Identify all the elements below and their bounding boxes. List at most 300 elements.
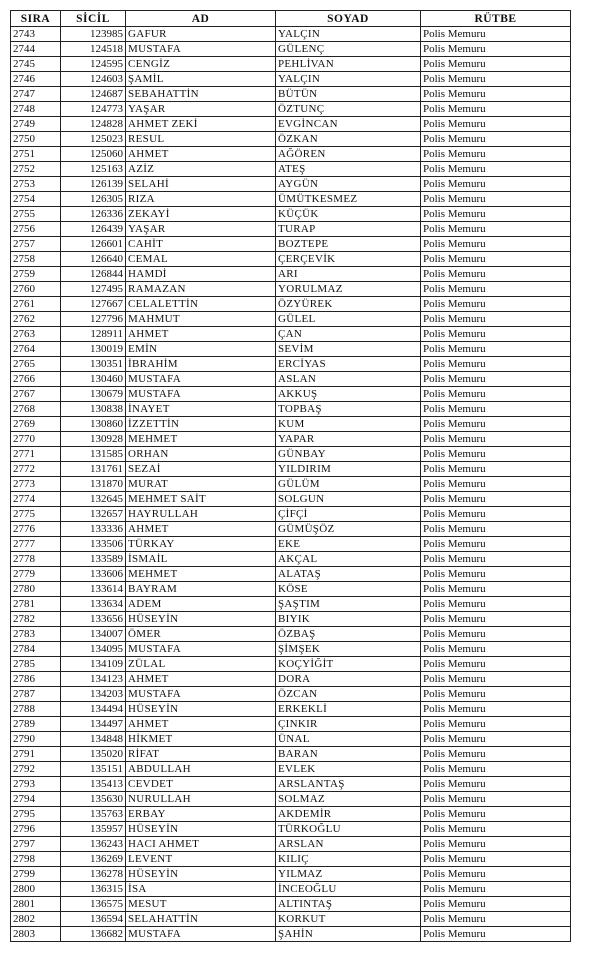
cell-rutbe: Polis Memuru (421, 597, 571, 612)
cell-sira: 2785 (11, 657, 61, 672)
cell-soyad: ARSLANTAŞ (276, 777, 421, 792)
cell-sicil: 131870 (61, 477, 126, 492)
cell-sicil: 125060 (61, 147, 126, 162)
cell-ad: ORHAN (126, 447, 276, 462)
cell-soyad: AYGÜN (276, 177, 421, 192)
cell-sira: 2748 (11, 102, 61, 117)
cell-sicil: 134109 (61, 657, 126, 672)
cell-soyad: ERCİYAS (276, 357, 421, 372)
cell-ad: RIZA (126, 192, 276, 207)
cell-sicil: 126844 (61, 267, 126, 282)
cell-sicil: 130019 (61, 342, 126, 357)
table-row (11, 267, 571, 282)
cell-rutbe: Polis Memuru (421, 207, 571, 222)
cell-soyad: ÇAN (276, 327, 421, 342)
cell-rutbe: Polis Memuru (421, 507, 571, 522)
cell-sira: 2749 (11, 117, 61, 132)
cell-sicil: 135151 (61, 762, 126, 777)
cell-rutbe: Polis Memuru (421, 912, 571, 927)
cell-sira: 2761 (11, 297, 61, 312)
cell-sicil: 126640 (61, 252, 126, 267)
cell-rutbe: Polis Memuru (421, 27, 571, 42)
cell-rutbe: Polis Memuru (421, 117, 571, 132)
cell-rutbe: Polis Memuru (421, 897, 571, 912)
cell-ad: MUSTAFA (126, 42, 276, 57)
cell-rutbe: Polis Memuru (421, 492, 571, 507)
table-row (11, 792, 571, 807)
cell-sicil: 136278 (61, 867, 126, 882)
header-rutbe: RÜTBE (421, 11, 571, 27)
cell-soyad: ÜMÜTKESMEZ (276, 192, 421, 207)
cell-soyad: ÇINKIR (276, 717, 421, 732)
cell-ad: SELAHİ (126, 177, 276, 192)
cell-sicil: 126336 (61, 207, 126, 222)
table-row (11, 402, 571, 417)
cell-ad: SELAHATTİN (126, 912, 276, 927)
table-row (11, 597, 571, 612)
cell-ad: İSA (126, 882, 276, 897)
cell-ad: MUSTAFA (126, 387, 276, 402)
cell-ad: HÜSEYİN (126, 612, 276, 627)
cell-ad: AHMET (126, 717, 276, 732)
cell-sira: 2801 (11, 897, 61, 912)
cell-sicil: 130928 (61, 432, 126, 447)
cell-ad: AZİZ (126, 162, 276, 177)
cell-sira: 2743 (11, 27, 61, 42)
cell-rutbe: Polis Memuru (421, 147, 571, 162)
cell-rutbe: Polis Memuru (421, 552, 571, 567)
table-row (11, 702, 571, 717)
table-row (11, 867, 571, 882)
cell-rutbe: Polis Memuru (421, 882, 571, 897)
table-row (11, 72, 571, 87)
cell-ad: CEMAL (126, 252, 276, 267)
cell-soyad: TURAP (276, 222, 421, 237)
cell-sicil: 127667 (61, 297, 126, 312)
cell-ad: MUSTAFA (126, 642, 276, 657)
cell-ad: RESUL (126, 132, 276, 147)
cell-sicil: 133336 (61, 522, 126, 537)
cell-sira: 2756 (11, 222, 61, 237)
cell-sicil: 134203 (61, 687, 126, 702)
cell-sira: 2788 (11, 702, 61, 717)
cell-rutbe: Polis Memuru (421, 432, 571, 447)
table-row (11, 312, 571, 327)
table-row (11, 567, 571, 582)
table-row (11, 132, 571, 147)
cell-rutbe: Polis Memuru (421, 462, 571, 477)
table-row (11, 732, 571, 747)
cell-ad: CELALETTİN (126, 297, 276, 312)
cell-sicil: 135020 (61, 747, 126, 762)
cell-sira: 2757 (11, 237, 61, 252)
cell-sira: 2783 (11, 627, 61, 642)
cell-rutbe: Polis Memuru (421, 222, 571, 237)
cell-sicil: 135413 (61, 777, 126, 792)
cell-sira: 2755 (11, 207, 61, 222)
cell-sicil: 134095 (61, 642, 126, 657)
cell-sira: 2745 (11, 57, 61, 72)
cell-ad: AHMET ZEKİ (126, 117, 276, 132)
table-row (11, 342, 571, 357)
cell-ad: ABDULLAH (126, 762, 276, 777)
cell-ad: CAHİT (126, 237, 276, 252)
cell-soyad: ÖZYÜREK (276, 297, 421, 312)
cell-rutbe: Polis Memuru (421, 807, 571, 822)
cell-ad: HİKMET (126, 732, 276, 747)
cell-sira: 2779 (11, 567, 61, 582)
cell-rutbe: Polis Memuru (421, 327, 571, 342)
cell-sira: 2759 (11, 267, 61, 282)
cell-sicil: 127495 (61, 282, 126, 297)
cell-rutbe: Polis Memuru (421, 672, 571, 687)
cell-sira: 2772 (11, 462, 61, 477)
cell-sira: 2778 (11, 552, 61, 567)
cell-ad: MUSTAFA (126, 927, 276, 942)
cell-sira: 2767 (11, 387, 61, 402)
cell-sira: 2770 (11, 432, 61, 447)
cell-sicil: 125163 (61, 162, 126, 177)
cell-ad: MEHMET (126, 432, 276, 447)
cell-sira: 2782 (11, 612, 61, 627)
cell-soyad: GÜLENÇ (276, 42, 421, 57)
cell-soyad: ARI (276, 267, 421, 282)
cell-rutbe: Polis Memuru (421, 357, 571, 372)
cell-soyad: AĞÖREN (276, 147, 421, 162)
cell-ad: ÖMER (126, 627, 276, 642)
cell-sicil: 130460 (61, 372, 126, 387)
cell-rutbe: Polis Memuru (421, 522, 571, 537)
cell-sicil: 133589 (61, 552, 126, 567)
personnel-table (10, 10, 571, 942)
cell-rutbe: Polis Memuru (421, 612, 571, 627)
cell-soyad: TOPBAŞ (276, 402, 421, 417)
cell-sira: 2793 (11, 777, 61, 792)
table-row (11, 552, 571, 567)
table-row (11, 462, 571, 477)
table-row (11, 822, 571, 837)
cell-rutbe: Polis Memuru (421, 282, 571, 297)
cell-sira: 2765 (11, 357, 61, 372)
cell-sicil: 126439 (61, 222, 126, 237)
table-row (11, 42, 571, 57)
cell-sicil: 133614 (61, 582, 126, 597)
cell-ad: ZEKAYİ (126, 207, 276, 222)
cell-sira: 2744 (11, 42, 61, 57)
cell-ad: HACI AHMET (126, 837, 276, 852)
cell-rutbe: Polis Memuru (421, 537, 571, 552)
cell-soyad: KÜÇÜK (276, 207, 421, 222)
cell-soyad: AKKUŞ (276, 387, 421, 402)
table-body (11, 27, 571, 942)
cell-sira: 2776 (11, 522, 61, 537)
table-row (11, 57, 571, 72)
cell-rutbe: Polis Memuru (421, 627, 571, 642)
cell-sicil: 124603 (61, 72, 126, 87)
table-row (11, 87, 571, 102)
table-row (11, 672, 571, 687)
cell-sira: 2758 (11, 252, 61, 267)
cell-sira: 2790 (11, 732, 61, 747)
table-row (11, 687, 571, 702)
cell-ad: CEVDET (126, 777, 276, 792)
cell-soyad: YALÇIN (276, 27, 421, 42)
cell-ad: BAYRAM (126, 582, 276, 597)
cell-ad: HÜSEYİN (126, 867, 276, 882)
table-row (11, 192, 571, 207)
cell-sira: 2752 (11, 162, 61, 177)
cell-sira: 2787 (11, 687, 61, 702)
cell-sicil: 134123 (61, 672, 126, 687)
cell-rutbe: Polis Memuru (421, 312, 571, 327)
cell-sicil: 123985 (61, 27, 126, 42)
table-row (11, 627, 571, 642)
cell-sicil: 133506 (61, 537, 126, 552)
cell-sicil: 136315 (61, 882, 126, 897)
cell-sira: 2750 (11, 132, 61, 147)
cell-sicil: 126139 (61, 177, 126, 192)
cell-rutbe: Polis Memuru (421, 57, 571, 72)
cell-soyad: KOÇYİĞİT (276, 657, 421, 672)
table-row (11, 102, 571, 117)
table-row (11, 297, 571, 312)
cell-rutbe: Polis Memuru (421, 702, 571, 717)
cell-sira: 2796 (11, 822, 61, 837)
cell-sira: 2753 (11, 177, 61, 192)
table-row (11, 747, 571, 762)
cell-rutbe: Polis Memuru (421, 732, 571, 747)
cell-ad: YAŞAR (126, 222, 276, 237)
table-row (11, 177, 571, 192)
cell-ad: GAFUR (126, 27, 276, 42)
cell-sira: 2786 (11, 672, 61, 687)
table-row (11, 717, 571, 732)
cell-soyad: SEVİM (276, 342, 421, 357)
cell-sira: 2751 (11, 147, 61, 162)
cell-ad: MEHMET SAİT (126, 492, 276, 507)
cell-soyad: KUM (276, 417, 421, 432)
table-row (11, 912, 571, 927)
cell-rutbe: Polis Memuru (421, 237, 571, 252)
table-row (11, 492, 571, 507)
cell-soyad: YILMAZ (276, 867, 421, 882)
cell-sira: 2760 (11, 282, 61, 297)
cell-sicil: 134007 (61, 627, 126, 642)
cell-soyad: EVLEK (276, 762, 421, 777)
cell-ad: YAŞAR (126, 102, 276, 117)
table-row (11, 507, 571, 522)
cell-ad: MUSTAFA (126, 372, 276, 387)
cell-soyad: ASLAN (276, 372, 421, 387)
cell-soyad: ŞAHİN (276, 927, 421, 942)
cell-soyad: ARSLAN (276, 837, 421, 852)
table-row (11, 432, 571, 447)
table-row (11, 537, 571, 552)
table-row (11, 522, 571, 537)
cell-ad: MESUT (126, 897, 276, 912)
cell-ad: HAYRULLAH (126, 507, 276, 522)
cell-soyad: KILIÇ (276, 852, 421, 867)
cell-ad: AHMET (126, 672, 276, 687)
cell-rutbe: Polis Memuru (421, 417, 571, 432)
cell-sicil: 132645 (61, 492, 126, 507)
cell-sira: 2789 (11, 717, 61, 732)
cell-soyad: PEHLİVAN (276, 57, 421, 72)
cell-sicil: 125023 (61, 132, 126, 147)
cell-rutbe: Polis Memuru (421, 822, 571, 837)
cell-sicil: 136594 (61, 912, 126, 927)
cell-ad: HAMDİ (126, 267, 276, 282)
header-sira: SIRA (11, 11, 61, 27)
cell-sicil: 130838 (61, 402, 126, 417)
cell-sicil: 124595 (61, 57, 126, 72)
cell-sicil: 124773 (61, 102, 126, 117)
cell-ad: ADEM (126, 597, 276, 612)
cell-ad: İZZETTİN (126, 417, 276, 432)
table-row (11, 162, 571, 177)
cell-sicil: 128911 (61, 327, 126, 342)
table-row (11, 252, 571, 267)
cell-soyad: ÇERÇEVİK (276, 252, 421, 267)
table-row (11, 477, 571, 492)
cell-rutbe: Polis Memuru (421, 387, 571, 402)
cell-sira: 2794 (11, 792, 61, 807)
cell-sira: 2754 (11, 192, 61, 207)
cell-sira: 2800 (11, 882, 61, 897)
table-row (11, 807, 571, 822)
cell-soyad: ÜNAL (276, 732, 421, 747)
cell-soyad: SOLGUN (276, 492, 421, 507)
cell-sicil: 133634 (61, 597, 126, 612)
cell-sicil: 131761 (61, 462, 126, 477)
cell-soyad: ÇİFÇİ (276, 507, 421, 522)
cell-sira: 2780 (11, 582, 61, 597)
cell-soyad: ÖZTUNÇ (276, 102, 421, 117)
cell-rutbe: Polis Memuru (421, 87, 571, 102)
cell-sicil: 124518 (61, 42, 126, 57)
cell-ad: ERBAY (126, 807, 276, 822)
cell-soyad: DORA (276, 672, 421, 687)
header-row (11, 11, 571, 27)
cell-ad: İSMAİL (126, 552, 276, 567)
cell-rutbe: Polis Memuru (421, 192, 571, 207)
cell-rutbe: Polis Memuru (421, 927, 571, 942)
cell-ad: SEZAİ (126, 462, 276, 477)
cell-soyad: KORKUT (276, 912, 421, 927)
table-row (11, 417, 571, 432)
cell-sira: 2747 (11, 87, 61, 102)
cell-soyad: TÜRKOĞLU (276, 822, 421, 837)
cell-sira: 2781 (11, 597, 61, 612)
table-row (11, 222, 571, 237)
cell-ad: LEVENT (126, 852, 276, 867)
cell-sicil: 130860 (61, 417, 126, 432)
cell-ad: MUSTAFA (126, 687, 276, 702)
table-row (11, 657, 571, 672)
cell-soyad: GÜNBAY (276, 447, 421, 462)
table-row (11, 852, 571, 867)
table-row (11, 927, 571, 942)
table-header (11, 11, 571, 27)
cell-soyad: İNCEOĞLU (276, 882, 421, 897)
cell-rutbe: Polis Memuru (421, 342, 571, 357)
cell-soyad: ÖZBAŞ (276, 627, 421, 642)
cell-sicil: 135630 (61, 792, 126, 807)
cell-sicil: 133606 (61, 567, 126, 582)
cell-rutbe: Polis Memuru (421, 852, 571, 867)
cell-sira: 2777 (11, 537, 61, 552)
cell-sira: 2774 (11, 492, 61, 507)
cell-ad: RİFAT (126, 747, 276, 762)
cell-ad: MURAT (126, 477, 276, 492)
cell-ad: TÜRKAY (126, 537, 276, 552)
cell-soyad: AKDEMİR (276, 807, 421, 822)
cell-soyad: GÜMÜŞÖZ (276, 522, 421, 537)
cell-soyad: EVGİNCAN (276, 117, 421, 132)
cell-ad: ŞAMİL (126, 72, 276, 87)
cell-soyad: YALÇIN (276, 72, 421, 87)
cell-rutbe: Polis Memuru (421, 177, 571, 192)
cell-sira: 2763 (11, 327, 61, 342)
cell-ad: İBRAHİM (126, 357, 276, 372)
cell-sicil: 136682 (61, 927, 126, 942)
cell-rutbe: Polis Memuru (421, 402, 571, 417)
cell-ad: ZÜLAL (126, 657, 276, 672)
cell-sira: 2784 (11, 642, 61, 657)
cell-ad: AHMET (126, 327, 276, 342)
cell-rutbe: Polis Memuru (421, 72, 571, 87)
cell-ad: SEBAHATTİN (126, 87, 276, 102)
cell-sira: 2802 (11, 912, 61, 927)
cell-rutbe: Polis Memuru (421, 747, 571, 762)
cell-ad: HÜSEYİN (126, 702, 276, 717)
table-row (11, 612, 571, 627)
cell-sicil: 130679 (61, 387, 126, 402)
cell-soyad: BIYIK (276, 612, 421, 627)
header-ad: AD (126, 11, 276, 27)
cell-rutbe: Polis Memuru (421, 777, 571, 792)
table-row (11, 387, 571, 402)
cell-sira: 2775 (11, 507, 61, 522)
cell-sicil: 133656 (61, 612, 126, 627)
cell-sicil: 136575 (61, 897, 126, 912)
cell-rutbe: Polis Memuru (421, 447, 571, 462)
cell-rutbe: Polis Memuru (421, 252, 571, 267)
cell-sira: 2766 (11, 372, 61, 387)
cell-ad: CENGİZ (126, 57, 276, 72)
table-row (11, 207, 571, 222)
cell-sira: 2797 (11, 837, 61, 852)
cell-soyad: AKÇAL (276, 552, 421, 567)
cell-sira: 2769 (11, 417, 61, 432)
cell-soyad: ÖZKAN (276, 132, 421, 147)
cell-rutbe: Polis Memuru (421, 837, 571, 852)
cell-soyad: GÜLÜM (276, 477, 421, 492)
cell-sicil: 132657 (61, 507, 126, 522)
cell-ad: MEHMET (126, 567, 276, 582)
cell-rutbe: Polis Memuru (421, 642, 571, 657)
table-row (11, 447, 571, 462)
cell-sira: 2791 (11, 747, 61, 762)
cell-soyad: ŞİMŞEK (276, 642, 421, 657)
cell-soyad: BARAN (276, 747, 421, 762)
cell-sicil: 126305 (61, 192, 126, 207)
header-sicil: SİCİL (61, 11, 126, 27)
table-row (11, 372, 571, 387)
cell-sicil: 131585 (61, 447, 126, 462)
cell-sira: 2746 (11, 72, 61, 87)
table-row (11, 282, 571, 297)
